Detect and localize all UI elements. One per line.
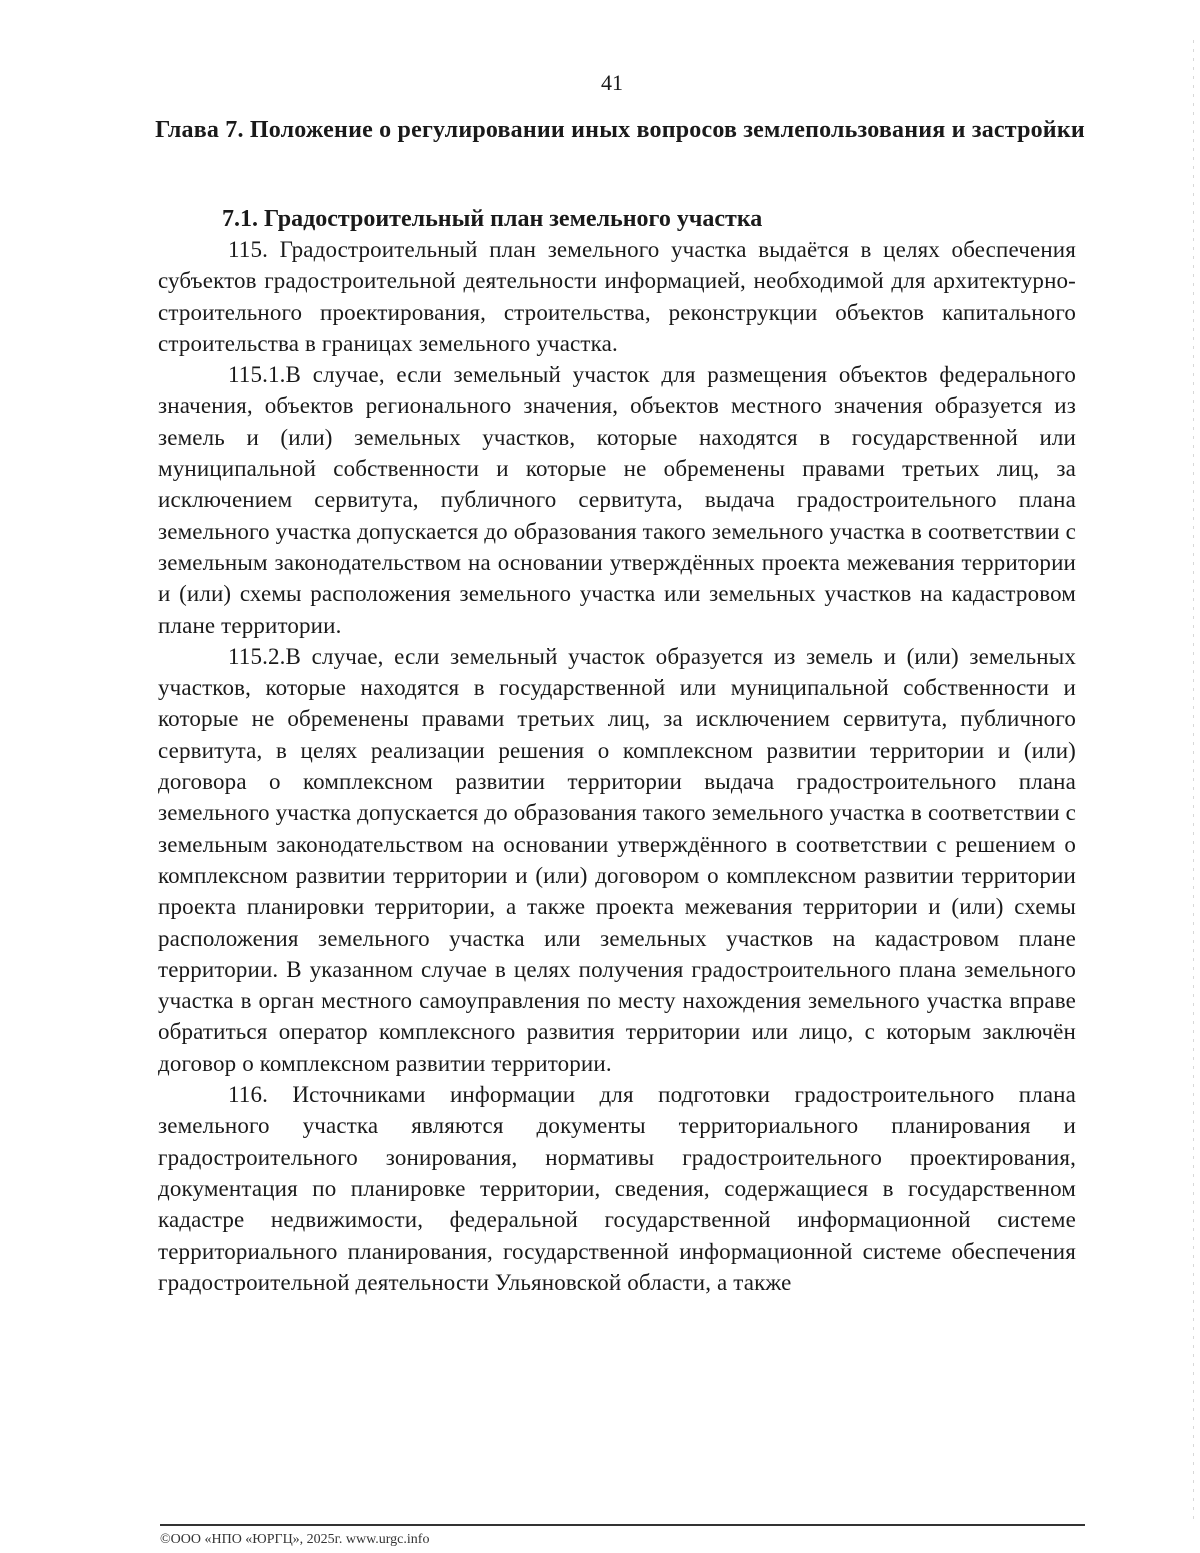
scan-edge-artifact [1193,40,1194,1520]
footer-divider [160,1524,1085,1526]
chapter-title: Глава 7. Положение о регулировании иных вопросов землепользования и застройки [155,117,1085,143]
paragraph-115-1: 115.1.В случае, если земельный участок для размещения объектов федерального значения, объектов регионального значения, объектов местного значения образуется из земель и (или) земельных участков, которые находятся в государственной или муниципальной собственности и которые не обременены правами третьих лиц, за исключением сервитута, публичного сервитута, выдача градостроительного плана земельного участка допускается до образования такого земельного участка в соответствии с земельным законодательством на основании утверждённых проекта межевания территории и (или) схемы расположения земельного участка или земельных участков на кадастровом плане территории. [158,362,1076,638]
section-title: 7.1. Градостроительный план земельного участка [222,206,763,232]
footer-copyright: ©ООО «НПО «ЮРГЦ», 2025г. www.urgc.info [160,1532,430,1547]
page-number: 41 [601,70,623,95]
body-text [158,234,1076,1298]
paragraph-116: 116. Источниками информации для подготовки градостроительного плана земельного участка являются документы территориального планирования и градостроительного зонирования, нормативы градостроительного проектирования, документация по планировке территории, сведения, содержащиеся в государственном кадастре недвижимости, федеральной государственной информационной системе территориального планирования, государственной информационной системе обеспечения градостроительной деятельности Ульяновской области, а также [158,1082,1076,1295]
paragraph-115: 115. Градостроительный план земельного участка выдаётся в целях обеспечения субъектов градостроительной деятельности информацией, необходимой для архитектурно-строительного проектирования, строительства, реконструкции объектов капитального строительства в границах земельного участка. [158,237,1076,356]
paragraph-115-2: 115.2.В случае, если земельный участок образуется из земель и (или) земельных участков, которые находятся в государственной или муниципальной собственности и которые не обременены правами третьих лиц, за исключением сервитута, публичного сервитута, в целях реализации решения о комплексном развитии территории и (или) договора о комплексном развитии территории выдача градостроительного плана земельного участка допускается до образования такого земельного участка в соответствии с земельным законодательством на основании утверждённого в соответствии с решением о комплексном развитии территории и (или) договором о комплексном развитии территории проекта планировки территории, а также проекта межевания территории и (или) схемы расположения земельного участка или земельных участков на кадастровом плане территории. В указанном случае в целях получения градостроительного плана земельного участка в орган местного самоуправления по месту нахождения земельного участка вправе обратиться оператор комплексного развития территории или лицо, с которым заключён договор о комплексном развитии территории. [158,643,1076,1076]
